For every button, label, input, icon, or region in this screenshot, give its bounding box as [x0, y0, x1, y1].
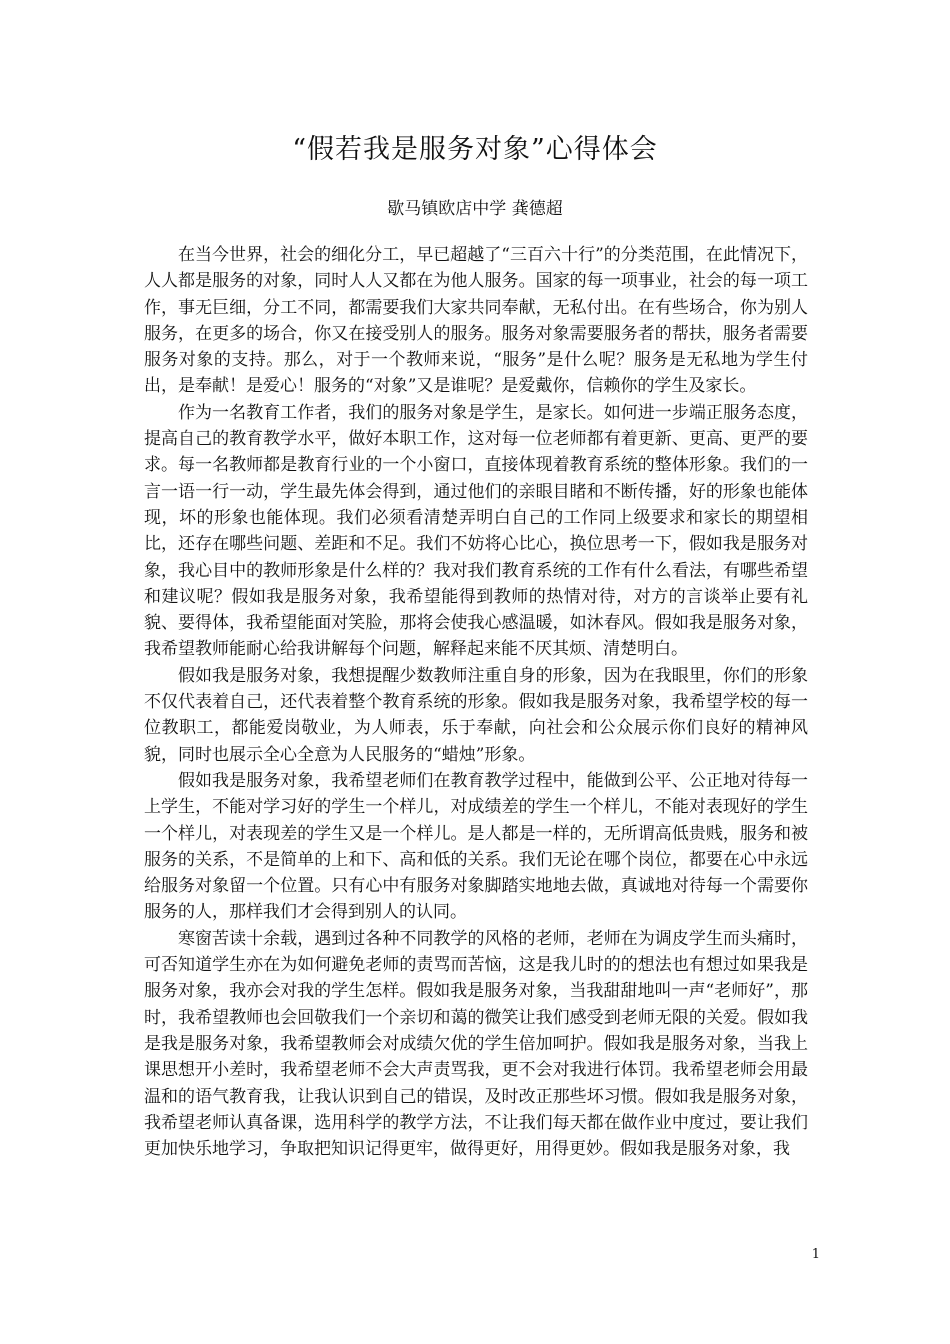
document-author: 歇马镇欧店中学 龚德超	[387, 199, 563, 219]
paragraph: 作为一名教育工作者，我们的服务对象是学生，是家长。如何进一步端正服务态度，提高自己的教育教学水平，做好本职工作，这对每一位老师都有着更新、更高、更严的要求。每一名教师都是教育行业的一个小窗口，直接体现着教育系统的整体形象。我们的一言一语一行一动，学生最先体会得到，通过他们的亲眼目睹和不断传播，好的形象也能体现，坏的形象也能体现。我们必须看清楚弄明白自己的工作同上级要求和家长的期望相比，还存在哪些问题、差距和不足。我们不妨将心比心，换位思考一下，假如我是服务对象，我心目中的教师形象是什么样的？我对我们教育系统的工作有什么看法，有哪些希望和建议呢？假如我是服务对象，我希望能得到教师的热情对待，对方的言谈举止要有礼貌、要得体，我希望能面对笑脸，那将会使我心感温暖，如沐春风。假如我是服务对象，我希望教师能耐心给我讲解每个问题，解释起来能不厌其烦、清楚明白。	[144, 402, 808, 660]
document-title: “假若我是服务对象”心得体会	[292, 134, 658, 165]
page-number: 1	[811, 1247, 820, 1262]
paragraph: 假如我是服务对象，我希望老师们在教育教学过程中，能做到公平、公正地对待每一上学生，不能对学习好的学生一个样儿，对成绩差的学生一个样儿，不能对表现好的学生一个样儿，对表现差的学生又是一个样儿。是人都是一样的，无所谓高低贵贱，服务和被服务的关系，不是简单的上和下、高和低的关系。我们无论在哪个岗位，都要在心中永远给服务对象留一个位置。只有心中有服务对象脚踏实地地去做，真诚地对待每一个需要你服务的人，那样我们才会得到别人的认同。	[144, 770, 808, 923]
document-body	[144, 242, 808, 1162]
paragraph: 在当今世界，社会的细化分工，早已超越了“三百六十行”的分类范围，在此情况下，人人都是服务的对象，同时人人又都在为他人服务。国家的每一项事业，社会的每一项工作，事无巨细，分工不同，都需要我们大家共同奉献，无私付出。在有些场合，你为别人服务，在更多的场合，你又在接受别人的服务。服务对象需要服务者的帮扶，服务者需要服务对象的支持。那么，对于一个教师来说，“服务”是什么呢？服务是无私地为学生付出，是奉献！是爱心！服务的“对象”又是谁呢？是爱戴你，信赖你的学生及家长。	[144, 245, 808, 397]
paragraph: 寒窗苦读十余载，遇到过各种不同教学的风格的老师，老师在为调皮学生而头痛时，可否知道学生亦在为如何避免老师的责骂而苦恼，这是我儿时的的想法也有想过如果我是服务对象，我亦会对我的学生怎样。假如我是服务对象，当我甜甜地叫一声“老师好”，那时，我希望教师也会回敬我们一个亲切和蔼的微笑让我们感受到老师无限的关爱。假如我是我是服务对象，我希望教师会对成绩欠优的学生倍加呵护。假如我是服务对象，当我上课思想开小差时，我希望老师不会大声责骂我，更不会对我进行体罚。我希望老师会用最温和的语气教育我，让我认识到自己的错误，及时改正那些坏习惯。假如我是服务对象，我希望老师认真备课，选用科学的教学方法，不让我们每天都在做作业中度过，要让我们更加快乐地学习，争取把知识记得更牢，做得更好，用得更妙。假如我是服务对象，我	[144, 928, 808, 1160]
paragraph: 假如我是服务对象，我想提醒少数教师注重自身的形象，因为在我眼里，你们的形象不仅代表着自己，还代表着整个教育系统的形象。假如我是服务对象，我希望学校的每一位教职工，都能爱岗敬业，为人师表，乐于奉献，向社会和公众展示你们良好的精神风貌，同时也展示全心全意为人民服务的“蜡烛”形象。	[144, 665, 808, 765]
